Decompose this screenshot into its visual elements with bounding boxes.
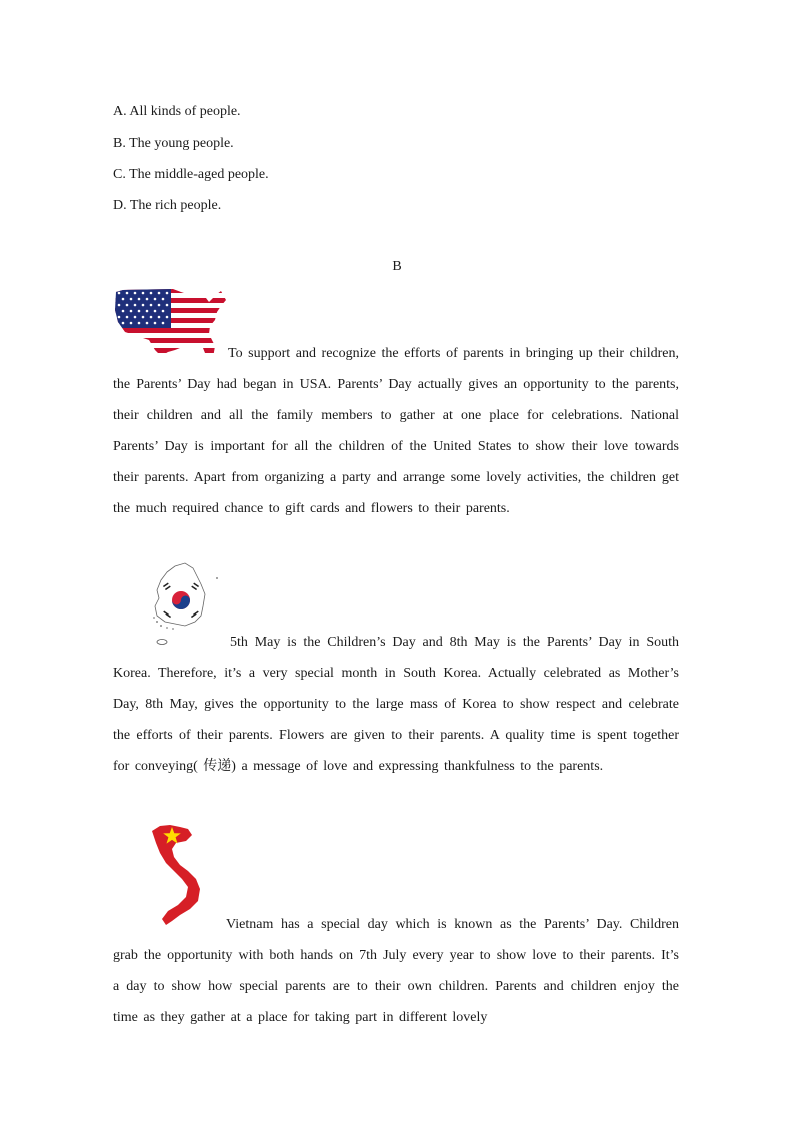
option-c: C. The middle-aged people. bbox=[113, 167, 269, 182]
paragraph-vietnam: Vietnam has a special day which is known as the Parents’ Day. Children grab the opportunity with both hands on 7th July every year to show love to their parents. It’s a day to show how special parents are to their own children. Parents and children enjoy the time as they gather at a place for taking part in different lovely bbox=[113, 917, 679, 1026]
option-a: A. All kinds of people. bbox=[113, 104, 241, 119]
paragraph-usa: To support and recognize the efforts of parents in bringing up their children, the Parents’ Day had began in USA. Parents’ Day actually gives an opportunity to the parents, their children and all the family members to gather at one place for celebrations. National Parents’ Day is important for all the children of the United States to show their love towards their parents. Apart from organizing a party and arrange some lovely activities, the children get the much required chance to gift cards and flowers to their parents. bbox=[113, 346, 679, 517]
option-d: D. The rich people. bbox=[113, 198, 222, 213]
section-letter: B bbox=[392, 259, 402, 274]
option-b: B. The young people. bbox=[113, 136, 234, 151]
paragraph-korea: 5th May is the Children’s Day and 8th May is the Parents’ Day in South Korea. Therefore, it’s a very special month in South Korea. Actually celebrated as Mother’s Day, 8th May, gives the opportunity to the large mass of Korea to show respect and celebrate the efforts of their parents. Flowers are given to their parents. A quality time is spent together for conveying( 传递) a message of love and expressing thankfulness to the parents. bbox=[113, 635, 679, 775]
